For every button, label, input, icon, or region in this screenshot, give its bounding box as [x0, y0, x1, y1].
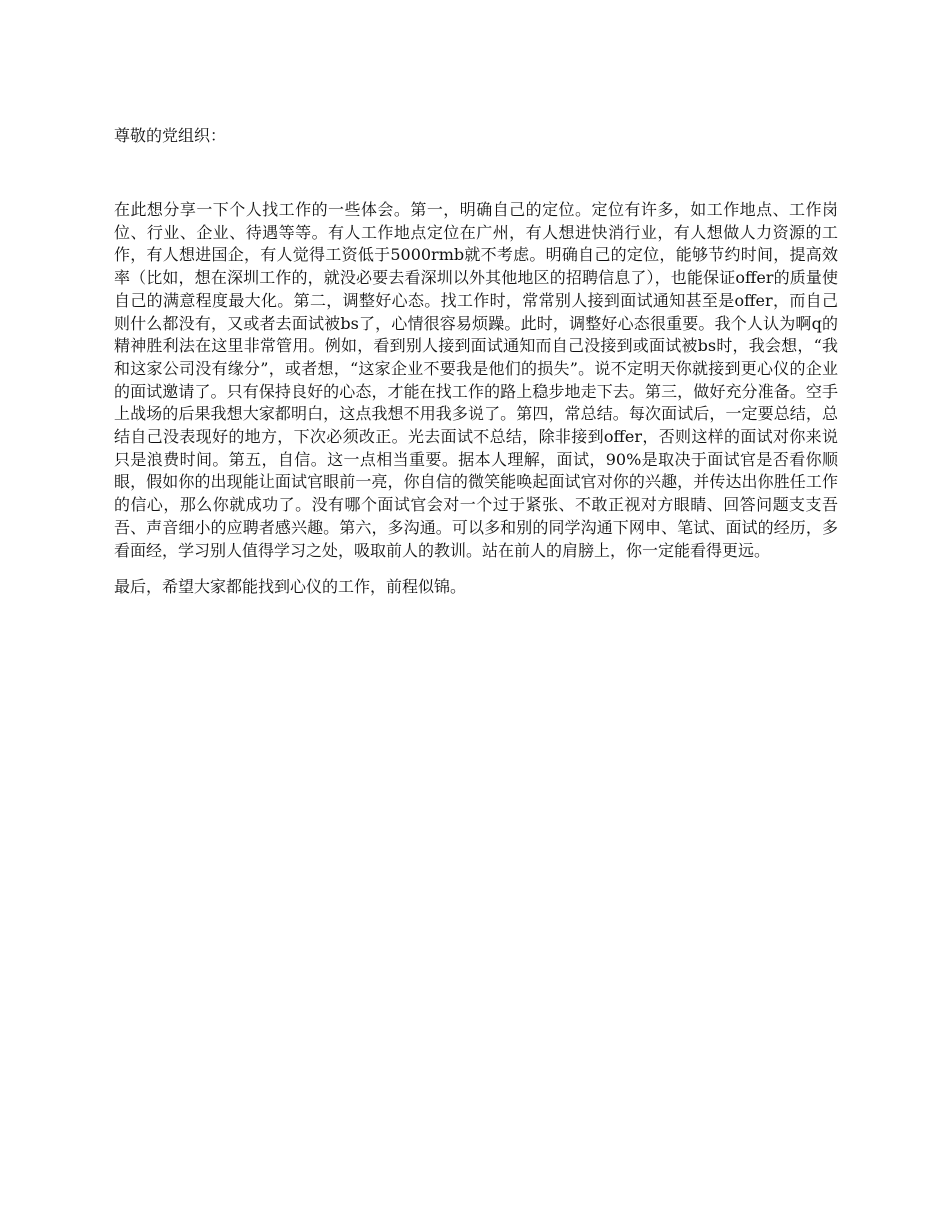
- document-page: [114, 125, 838, 599]
- closing-paragraph: 最后，希望大家都能找到心仪的工作，前程似锦。: [114, 577, 467, 597]
- salutation: 尊敬的党组织：: [114, 126, 227, 145]
- body-paragraph: 在此想分享一下个人找工作的一些体会。第一，明确自己的定位。定位有许多，如工作地点、工作岗位、行业、企业、待遇等等。有人工作地点定位在广州，有人想进快消行业，有人想做人力资源的工作，有人想进国企，有人觉得工资低于5000rmb就不考虑。明确自己的定位，能够节约时间，提高效率（比如，想在深圳工作的，就没必要去看深圳以外其他地区的招聘信息了），也能保证offer的质量使自己的满意程度最大化。第二，调整好心态。找工作时，常常别人接到面试通知甚至是offer，而自己则什么都没有，又或者去面试被bs了，心情很容易烦躁。此时，调整好心态很重要。我个人认为啊q的精神胜利法在这里非常管用。例如，看到别人接到面试通知而自己没接到或面试被bs时，我会想，“我和这家公司没有缘分”，或者想，“这家企业不要我是他们的损失”。说不定明天你就接到更心仪的企业的面试邀请了。只有保持良好的心态，才能在找工作的路上稳步地走下去。第三，做好充分准备。空手上战场的后果我想大家都明白，这点我想不用我多说了。第四，常总结。每次面试后，一定要总结，总结自己没表现好的地方，下次必须改正。光去面试不总结，除非接到offer，否则这样的面试对你来说只是浪费时间。第五，自信。这一点相当重要。据本人理解，面试，90%是取决于面试官是否看你顺眼，假如你的出现能让面试官眼前一亮，你自信的微笑能唤起面试官对你的兴趣，并传达出你胜任工作的信心，那么你就成功了。没有哪个面试官会对一个过于紧张、不敢正视对方眼睛、回答问题支支吾吾、声音细小的应聘者感兴趣。第六，多沟通。可以多和别的同学沟通下网申、笔试、面试的经历，多看面经，学习别人值得学习之处，吸取前人的教训。站在前人的肩膀上，你一定能看得更远。: [114, 200, 838, 560]
